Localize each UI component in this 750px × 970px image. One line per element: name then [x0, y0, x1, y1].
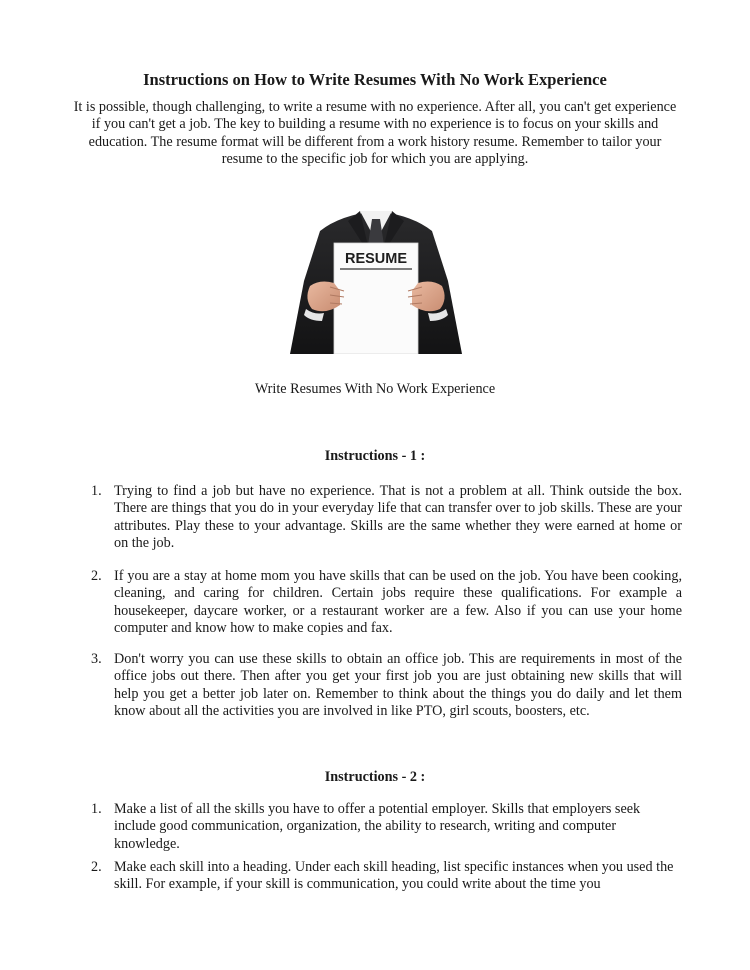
list-item-text: If you are a stay at home mom you have skills that can be used on the job. You have been cooking, cleaning, and caring for children. Certain jobs require these qualifications. For example a housekeeper, daycare worker, or a restaurant worker are a few. Also if you can use your home computer and know how to make copies and fax.	[114, 568, 682, 637]
figure-caption: Write Resumes With No Work Experience	[254, 381, 496, 397]
list-item-number: 1.	[91, 801, 102, 817]
list-item-text: Make each skill into a heading. Under each skill heading, list specific instances when you used the skill. For example, if your skill is communication, you could write about the time you	[114, 859, 674, 893]
list-item-number: 2.	[91, 859, 102, 875]
list-item-number: 3.	[91, 651, 102, 667]
list-item-number: 2.	[91, 568, 102, 584]
intro-paragraph: It is possible, though challenging, to write a resume with no experience. After all, you can't get experience if you can't get a job. The key to building a resume with no experience is to focus on your skills and education. The resume format will be different from a work history resume. Remember to tailor your resume to the specific job for which you are applying.	[73, 99, 677, 168]
document-title: Instructions on How to Write Resumes With No Work Experience	[143, 70, 607, 89]
list-item-text: Trying to find a job but have no experience. That is not a problem at all. Think outside the box. There are things that you do in your everyday life that can transfer over to job skills. These are your attributes. Play these to your advantage. Skills are the same whether they were earned at home or on the job.	[114, 483, 682, 552]
list-item-text: Don't worry you can use these skills to obtain an office job. This are requirements in most of the office jobs out there. Then after you get your first job you are just obtaining new skills that will help you get a better job later on. Remember to think about the things you do daily and let them know about all the activities you are involved in like PTO, girl scouts, boosters, etc.	[114, 651, 682, 720]
list-item-number: 1.	[91, 483, 102, 499]
section-1-heading: Instructions - 1 :	[324, 448, 426, 464]
resume-sign-text: RESUME	[344, 251, 408, 267]
businessman-holding-resume-image	[290, 211, 462, 354]
section-2-heading: Instructions - 2 :	[324, 769, 426, 785]
resume-figure	[290, 211, 462, 354]
list-item-text: Make a list of all the skills you have to offer a potential employer. Skills that employers seek include good communication, organization, the ability to research, writing and computer knowledge.	[114, 801, 641, 852]
